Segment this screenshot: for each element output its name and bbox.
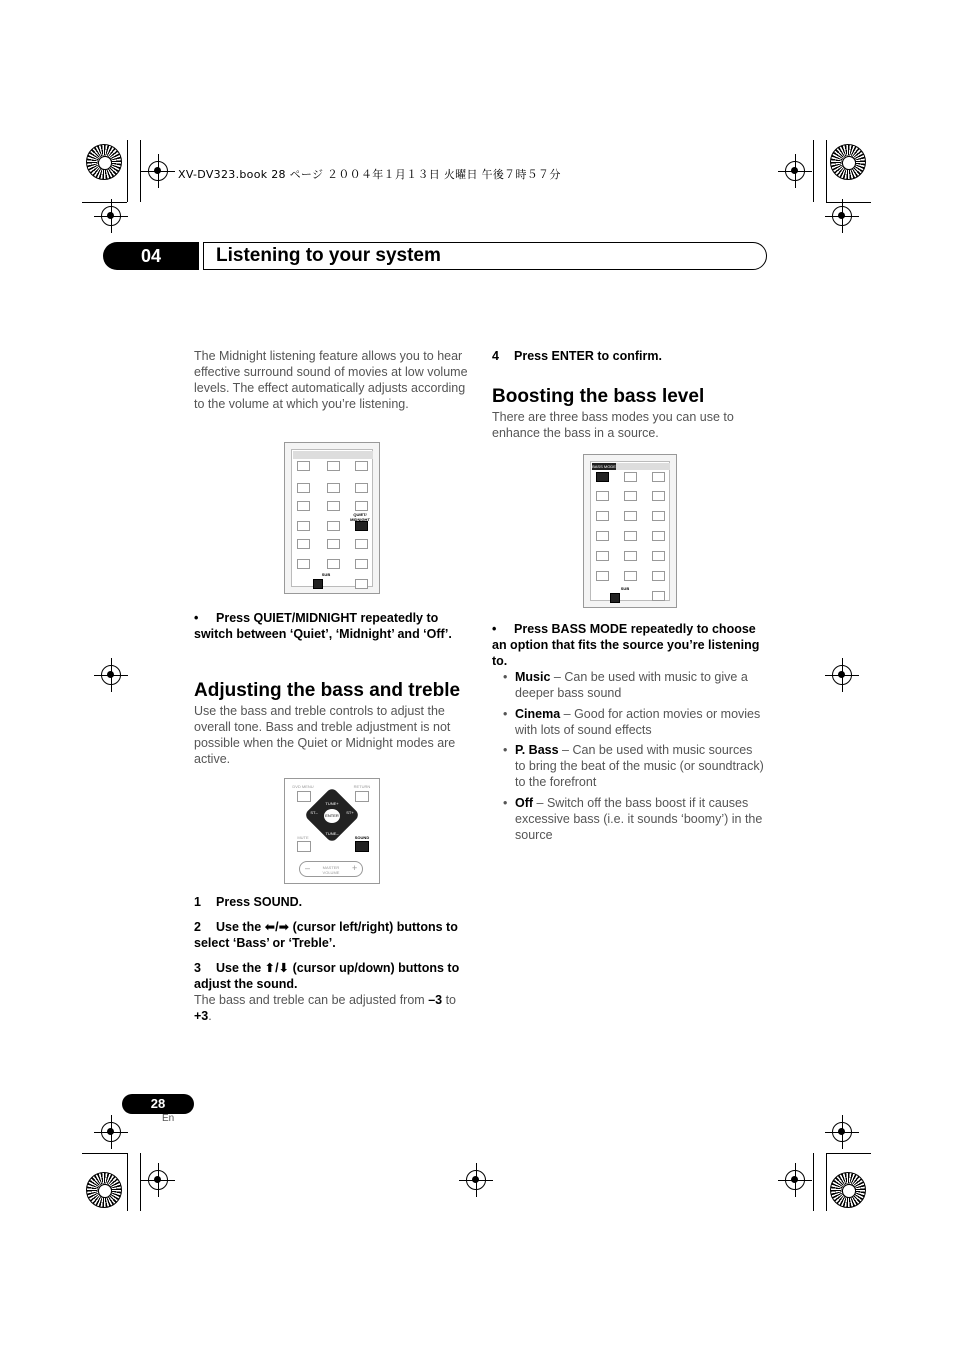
language-label: En — [162, 1113, 175, 1124]
volume-minus: – — [305, 863, 311, 873]
step-1-number: 1 — [194, 895, 201, 909]
range-min: –3 — [428, 993, 443, 1007]
registration-target — [101, 206, 121, 226]
step-3 — [194, 960, 470, 992]
step-3-note — [194, 992, 470, 1024]
bass-mode-button — [596, 472, 609, 482]
midnight-intro: The Midnight listening feature allows you to hear effective surround sound of movies at low volume levels. The effect automatically adjusts according to the volume at which you’re listening. — [194, 349, 468, 411]
master-volume-label: MASTER VOLUME — [322, 865, 340, 875]
step-1-text: Press SOUND. — [216, 895, 303, 909]
mute-label: MUTE — [297, 835, 309, 840]
registration-target — [101, 665, 121, 685]
remote-illustration-sound — [284, 778, 380, 884]
remote-illustration-midnight — [284, 442, 380, 594]
crop-line — [140, 1153, 141, 1211]
step-3-text-a: Use the — [216, 961, 262, 975]
step-3-note-period: . — [208, 1009, 212, 1023]
midnight-step-text: Press QUIET/MIDNIGHT repeatedly to switch between ‘Quiet’, ‘Midnight’ and ‘Off’. — [194, 611, 452, 641]
step-3-number: 3 — [194, 961, 201, 975]
crop-line — [82, 1153, 127, 1154]
boost-step-text: Press BASS MODE repeatedly to choose an option that fits the source you’re listening to. — [492, 622, 760, 668]
midnight-step: • Press QUIET/MIDNIGHT repeatedly to switch between ‘Quiet’, ‘Midnight’ and ‘Off’. — [194, 611, 452, 641]
registration-target — [785, 161, 805, 181]
option-off: • Off – Switch off the bass boost if it causes excessive bass (i.e. it sounds ‘boomy’) in the source — [503, 796, 763, 842]
boost-step: • Press BASS MODE repeatedly to choose an option that fits the source you’re listening to. — [492, 622, 760, 668]
registration-target — [832, 1122, 852, 1142]
remote-illustration-bass-mode — [583, 454, 677, 608]
return-label: RETURN — [353, 784, 371, 789]
sound-button — [355, 841, 369, 852]
option-off-name: Off — [515, 796, 534, 810]
crop-line — [826, 1153, 827, 1211]
option-p-bass-desc: – Can be used with music sources to bring the beat of the music (or soundtrack) to the forefront — [515, 743, 764, 789]
tune-plus-label: TUNE+ — [325, 801, 339, 806]
registration-target — [832, 665, 852, 685]
crop-line — [127, 140, 128, 202]
arrow-up-icon: ⬆ — [264, 961, 276, 975]
crop-line — [826, 202, 871, 203]
dvd-menu-label: DVD MENU — [292, 784, 314, 789]
boost-intro: There are three bass modes you can use to enhance the bass in a source. — [492, 410, 734, 440]
registration-target — [832, 206, 852, 226]
registration-target — [785, 1170, 805, 1190]
step-2-text-a: Use the — [216, 920, 262, 934]
file-header: XV-DV323.book 28 ページ ２００４年１月１３日 火曜日 午後７時５７分 — [178, 168, 561, 181]
crop-line — [82, 202, 127, 203]
option-music-name: Music — [515, 670, 551, 684]
option-p-bass: • P. Bass – Can be used with music sources to bring the beat of the music (or soundtrack) to the forefront — [503, 743, 764, 789]
step-3-note-text: The bass and treble can be adjusted from — [194, 993, 425, 1007]
option-cinema: • Cinema – Good for action movies or movies with lots of sound effects — [503, 707, 761, 737]
step-4-text: Press ENTER to confirm. — [514, 349, 662, 363]
bass-mode-label: BASS MODE — [592, 464, 616, 469]
quiet-midnight-label: QUIET/ MIDNIGHT — [350, 512, 370, 522]
boost-heading: Boosting the bass level — [492, 386, 705, 407]
registration-burst-top-left — [86, 144, 122, 180]
option-music: • Music – Can be used with music to give a deeper bass sound — [503, 670, 748, 700]
sub-label: SUB — [321, 572, 331, 577]
volume-plus: + — [352, 863, 358, 873]
registration-burst-top-right — [830, 144, 866, 180]
step-2-slash: / — [275, 920, 279, 934]
registration-target — [148, 1170, 168, 1190]
chapter-number: 04 — [103, 242, 199, 270]
step-3-note-to: to — [445, 993, 457, 1007]
registration-burst-bottom-right — [830, 1172, 866, 1208]
step-4 — [492, 348, 768, 364]
step-3-slash: / — [275, 961, 279, 975]
quiet-midnight-button — [355, 521, 368, 531]
option-music-desc: – Can be used with music to give a deeper bass sound — [515, 670, 748, 700]
crop-line — [826, 140, 827, 202]
step-1 — [194, 894, 470, 910]
sound-label: SOUND — [354, 835, 370, 840]
tune-minus-label: TUNE– — [325, 831, 339, 836]
bass-treble-heading: Adjusting the bass and treble — [194, 680, 461, 701]
registration-burst-bottom-left — [86, 1172, 122, 1208]
option-cinema-name: Cinema — [515, 707, 561, 721]
step-2-number: 2 — [194, 920, 201, 934]
option-off-desc: – Switch off the bass boost if it causes excessive bass (i.e. it sounds ‘boomy’) in the source — [515, 796, 763, 842]
bass-treble-intro: Use the bass and treble controls to adjust the overall tone. Bass and treble adjustment is not possible when the Quiet or Midnight modes are active. — [194, 704, 456, 766]
step-4-number: 4 — [492, 349, 499, 363]
option-cinema-desc: – Good for action movies or movies with lots of sound effects — [515, 707, 761, 737]
arrow-left-icon: ⬅ — [264, 920, 276, 934]
st-minus-label: ST– — [310, 810, 318, 815]
option-p-bass-name: P. Bass — [515, 743, 559, 757]
chapter-title: Listening to your system — [203, 242, 767, 270]
crop-line — [813, 1153, 814, 1211]
crop-line — [813, 140, 814, 202]
range-max: +3 — [194, 1009, 209, 1023]
page-number: 28 — [122, 1094, 194, 1114]
registration-target — [101, 1122, 121, 1142]
step-2-text-c: (cursor left/right) buttons to select ‘Bass’ or ‘Treble’. — [194, 920, 458, 950]
step-3-text-c: (cursor up/down) buttons to adjust the sound. — [194, 961, 460, 991]
registration-target — [148, 161, 168, 181]
arrow-right-icon: ➡ — [278, 920, 290, 934]
arrow-down-icon: ⬇ — [278, 961, 290, 975]
step-2 — [194, 919, 470, 951]
registration-target — [466, 1170, 486, 1190]
sub-label: SUB — [620, 586, 630, 591]
crop-line — [127, 1153, 128, 1211]
crop-line — [826, 1153, 871, 1154]
st-plus-label: ST+ — [346, 810, 354, 815]
enter-button: ENTER — [324, 809, 340, 823]
